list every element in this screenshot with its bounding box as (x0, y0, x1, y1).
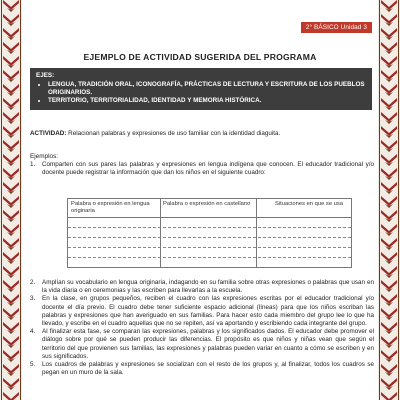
step-number: 3. (30, 295, 36, 303)
decorative-border-left (0, 0, 22, 400)
step-number: 5. (30, 361, 36, 369)
border-stripe (1, 0, 2, 400)
step-item (30, 279, 374, 295)
step-text: Amplían su vocabulario en lengua originaria, indagando en su familia sobre otras expresiones o palabras que usan en la vida diaria o en ceremonias y las escriben para llevarlas a la escuela. (42, 279, 374, 295)
step-number: 4. (30, 328, 36, 336)
decorative-border-right (378, 0, 400, 400)
activity-label: ACTIVIDAD: (30, 130, 67, 137)
step-item (30, 328, 374, 361)
step-number: 2. (30, 279, 36, 286)
table-row (68, 247, 351, 248)
step-text: Los cuadros de palabras y expresiones se socializan con el resto de los grupos y, al finalizar, todos los cuadros se pegan en un muro de la sala. (42, 361, 374, 377)
table-header-cell: Palabra o expresión en lengua originaria (71, 201, 150, 214)
table-row (68, 237, 351, 238)
ejes-item: • LENGUA, TRADICIÓN ORAL, ICONOGRAFÍA, PRÁCTICAS DE LECTURA Y ESCRITURA DE LOS PUEBLOS ORIGINARIOS. (48, 81, 366, 97)
steps-list-bottom (30, 279, 374, 377)
step-text: Al finalizar esta fase, se comparan las expresiones, palabras y los significados dados. El educador debe promover el diálogo sobre por qué se pueden producir las diferencias. El propósito es que niños y niñas vean que según el territorio del que provienen sus familias, las expresiones y palabras pueden variar en cuanto a cómo se escriben y en sus significados. (42, 328, 374, 360)
page-title: EJEMPLO DE ACTIVIDAD SUGERIDA DEL PROGRAMA (83, 52, 317, 62)
border-stripe (398, 0, 399, 400)
activity-line (30, 130, 390, 137)
step-item (30, 295, 374, 328)
step-text: Comparten con sus pares las palabras y expresiones en lengua indígena que conocen. El educador tradicional y/o docente puede registrar la información que dan los niños en el siguiente cuadro: (42, 161, 374, 177)
border-stripe (20, 0, 21, 400)
step-item (30, 161, 374, 177)
ejes-label: EJES: (36, 72, 55, 79)
activity-text: Relacionan palabras y expresiones de uso familiar con la identidad diaguita. (68, 130, 281, 137)
step-number: 1. (30, 161, 36, 168)
grade-unit-badge: 2° BÁSICO Unidad 3 (301, 22, 372, 33)
table-header-cell: Palabra o expresión en castellano (163, 201, 251, 207)
examples-label: Ejemplos: (30, 153, 59, 160)
table-row (68, 257, 351, 258)
steps-list-top (30, 161, 374, 177)
table-row (68, 227, 351, 228)
step-text: En la clase, en grupos pequeños, reciben el cuadro con las expresiones escritas por el educador tradicional y/o docente el día previo. El cuadro debe tener suficiente espacio adicional (líneas) para que los niños escriban las palabras y expresiones que han averiguado en sus familias. Para hacer esto cada miembro del grupo lee lo que ha llevado, y escribe en el cuadro aquellas que no se repiten, así va aportando y escribiendo cada integrante del grupo. (42, 295, 374, 328)
border-stripe (379, 0, 380, 400)
ejes-item: • TERRITORIO, TERRITORIALIDAD, IDENTIDAD Y MEMORIA HISTÓRICA. (48, 97, 366, 105)
table-header (68, 199, 351, 218)
vocabulary-table (67, 198, 352, 268)
ejes-list (36, 81, 366, 105)
step-item (30, 361, 374, 377)
ejes-box (30, 68, 372, 110)
table-header-cell: Situaciones en que se usa (275, 201, 344, 207)
